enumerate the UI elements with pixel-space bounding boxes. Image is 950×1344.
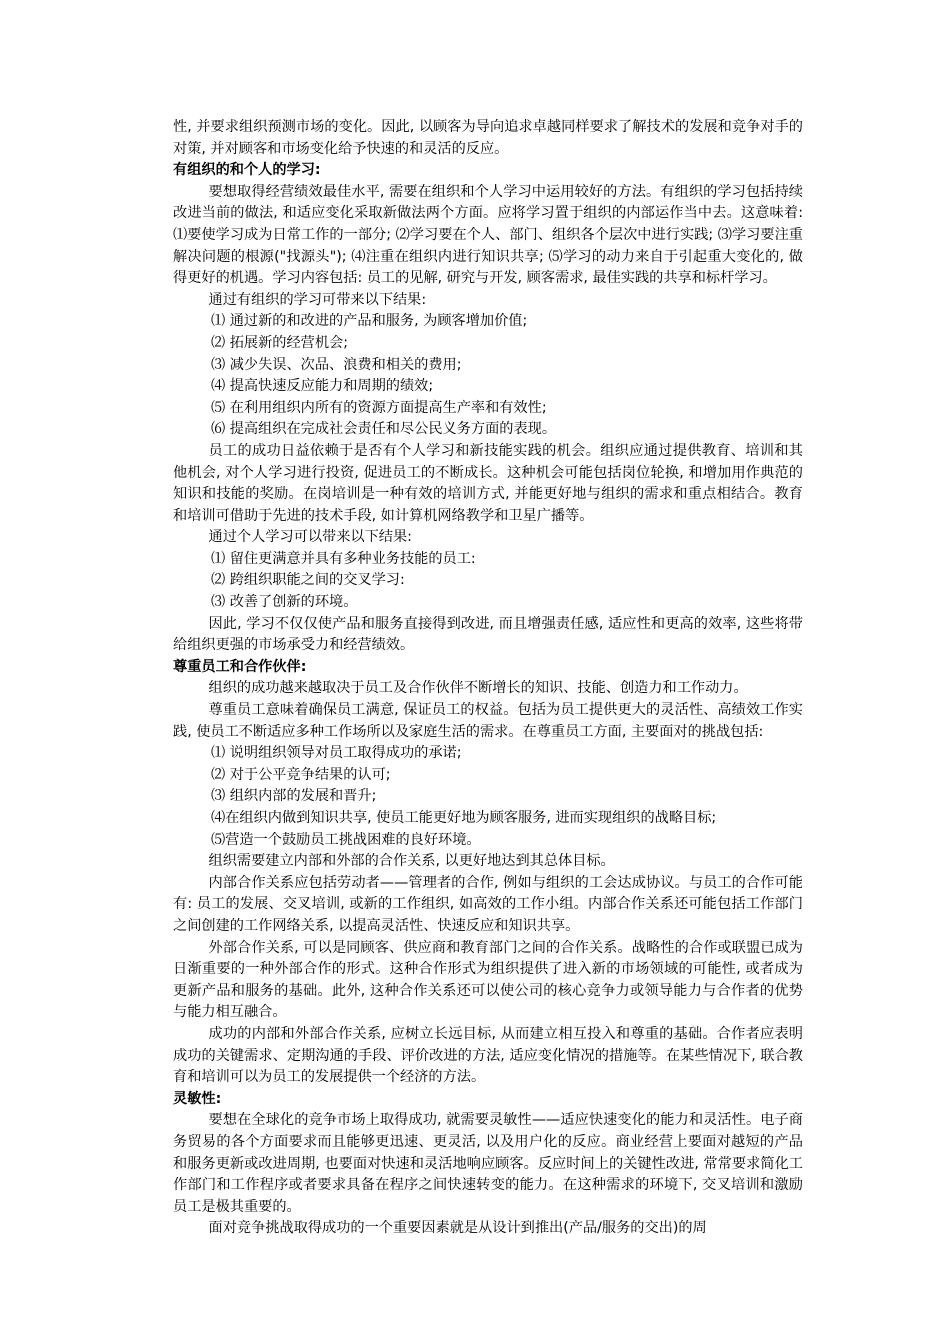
- document-page: [173, 117, 803, 1240]
- list-item: ⑶ 组织内部的发展和晋升;: [211, 788, 377, 805]
- paragraph: 通过有组织的学习可带来以下结果:: [208, 291, 427, 308]
- list-item: ⑴ 留住更满意并具有多种业务技能的员工:: [211, 550, 476, 567]
- paragraph: 通过个人学习可以带来以下结果:: [208, 529, 412, 546]
- list-item: ⑵ 对于公平竞争结果的认可;: [211, 766, 391, 783]
- list-item: ⑶ 改善了创新的环境。: [211, 594, 358, 611]
- paragraph: 组织的成功越来越取决于员工及合作伙伴不断增长的知识、技能、创造力和工作动力。: [208, 680, 748, 697]
- paragraph: 员工的成功日益依赖于是否有个人学习和新技能实践的机会。组织应通过提供教育、培训和其他机会, 对个人学习进行投资, 促进员工的不断成长。这种机会可能包括岗位轮换, 和增加用作典范的知识和技能的奖励。在岗培训是一种有效的培训方式, 并能更好地与组织的需求和重点相结合。教育和培训可借助于先进的技术手段, 如计算机网络教学和卫星广播等。: [173, 442, 803, 524]
- list-item: ⑹ 提高组织在完成社会责任和尽公民义务方面的表现。: [211, 421, 557, 438]
- paragraph: 要想在全球化的竞争市场上取得成功, 就需要灵敏性——适应快速变化的能力和灵活性。电子商务贸易的各个方面要求而且能够更迅速、更灵活, 以及用户化的反应。商业经营上要面对越短的产品和服务更新或改进周期, 也要面对快速和灵活地响应顾客。反应时间上的关键性改进, 常常要求简化工作部门和工作程序或者要求具备在程序之间快速转变的能力。在这种需求的环境下, 交叉培训和激励员工是极其重要的。: [173, 1112, 803, 1215]
- list-item: ⑴ 通过新的和改进的产品和服务, 为顾客增加价值;: [211, 313, 528, 330]
- paragraph: 外部合作关系, 可以是同顾客、供应商和教育部门之间的合作关系。战略性的合作或联盟已成为日渐重要的一种外部合作的形式。这种合作形式为组织提供了进入新的市场领域的可能性, 或者成为更新产品和服务的基础。此外, 这种合作关系还可以使公司的核心竞争力或领导能力与合作者的优势与能力相互融合。: [173, 939, 803, 1021]
- list-item: ⑷ 提高快速反应能力和周期的绩效;: [211, 378, 434, 395]
- section-heading: 有组织的和个人的学习:: [173, 162, 321, 179]
- list-item: ⑴ 说明组织领导对员工取得成功的承诺;: [211, 745, 462, 762]
- paragraph: 组织需要建立内部和外部的合作关系, 以更好地达到其总体目标。: [208, 853, 615, 870]
- list-item: ⑶ 减少失误、次品、浪费和相关的费用;: [211, 356, 462, 373]
- paragraph: 面对竞争挑战取得成功的一个重要因素就是从设计到推出(产品/服务的交出)的周: [208, 1220, 707, 1237]
- section-heading: 尊重员工和合作伙伴:: [173, 658, 307, 675]
- section-heading: 灵敏性:: [173, 1090, 222, 1107]
- list-item: ⑸ 在利用组织内所有的资源方面提高生产率和有效性;: [211, 399, 547, 416]
- paragraph: 要想取得经营绩效最佳水平, 需要在组织和个人学习中运用较好的方法。有组织的学习包括持续改进当前的做法, 和适应变化采取新做法两个方面。应将学习置于组织的内部运作当中去。这意味着: ⑴要使学习成为日常工作的一部分; ⑵学习要在个人、部门、组织各个层次中进行实践; ⑶学习要注重解决问题的根源("找源头"); ⑷注重在组织内进行知识共享; ⑸学习的动力来自于引起重大变化的, 做得更好的机遇。学习内容包括: 员工的见解, 研究与开发, 顾客需求, 最佳实践的共享和标杆学习。: [173, 183, 803, 287]
- list-item: ⑵ 拓展新的经营机会;: [211, 334, 348, 351]
- paragraph: 内部合作关系应包括劳动者——管理者的合作, 例如与组织的工会达成协议。与员工的合作可能有: 员工的发展、交叉培训, 或新的工作组织, 如高效的工作小组。内部合作关系还可能包括工作部门之间创建的工作网络关系, 以提高灵活性、快速反应和知识共享。: [173, 874, 803, 934]
- paragraph: 性, 并要求组织预测市场的变化。因此, 以顾客为导向追求卓越同样要求了解技术的发展和竞争对手的对策, 并对顾客和市场变化给予快速的和灵活的反应。: [173, 119, 803, 157]
- paragraph: 因此, 学习不仅仅使产品和服务直接得到改进, 而且增强责任感, 适应性和更高的效率, 这些将带给组织更强的市场承受力和经营绩效。: [173, 615, 803, 654]
- list-item: ⑷在组织内做到知识共享, 使员工能更好地为顾客服务, 进而实现组织的战略目标;: [211, 810, 717, 826]
- paragraph: 成功的内部和外部合作关系, 应树立长远目标, 从而建立相互投入和尊重的基础。合作者应表明成功的关键需求、定期沟通的手段、评价改进的方法, 适应变化情况的措施等。在某些情况下, 联合教育和培训可以为员工的发展提供一个经济的方法。: [173, 1025, 803, 1086]
- list-item: ⑸营造一个鼓励员工挑战困难的良好环境。: [211, 831, 481, 848]
- paragraph: 尊重员工意味着确保员工满意, 保证员工的权益。包括为员工提供更大的灵活性、高绩效工作实践, 使员工不断适应多种工作场所以及家庭生活的需求。在尊重员工方面, 主要面对的挑战包括:: [173, 702, 803, 740]
- list-item: ⑵ 跨组织职能之间的交叉学习:: [211, 572, 405, 589]
